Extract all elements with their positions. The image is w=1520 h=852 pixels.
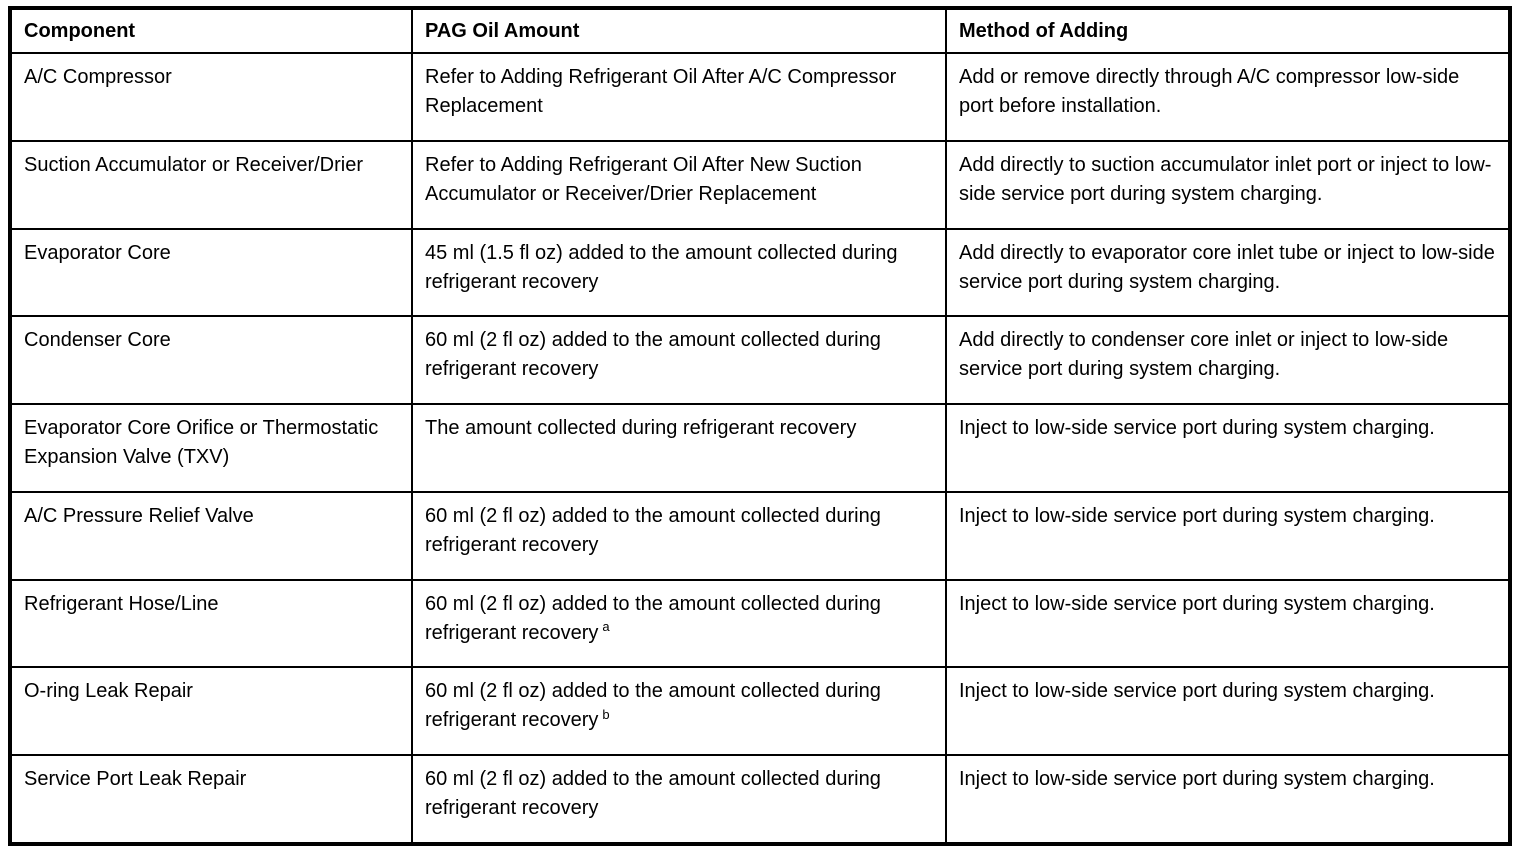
component-cell: Evaporator Core Orifice or Thermostatic Expansion Valve (TXV) (10, 404, 412, 492)
oil-amount-text: 60 ml (2 fl oz) added to the amount collected during refrigerant recovery (425, 329, 881, 381)
oil-amount-text: The amount collected during refrigerant recovery (425, 417, 857, 440)
oil-amount-text: 60 ml (2 fl oz) added to the amount collected during refrigerant recovery (425, 680, 881, 732)
oil-amount-cell (412, 229, 946, 317)
method-cell: Add directly to condenser core inlet or inject to low-side service port during system charging. (946, 316, 1510, 404)
table-row (10, 53, 1510, 141)
method-cell: Inject to low-side service port during system charging. (946, 755, 1510, 844)
column-header-pag-oil-amount: PAG Oil Amount (412, 8, 946, 53)
column-header-method-of-adding: Method of Adding (946, 8, 1510, 53)
method-cell: Inject to low-side service port during system charging. (946, 580, 1510, 668)
oil-amount-cell (412, 141, 946, 229)
component-cell: A/C Compressor (10, 53, 412, 141)
oil-amount-cell (412, 492, 946, 580)
component-cell: Refrigerant Hose/Line (10, 580, 412, 668)
oil-amount-cell (412, 316, 946, 404)
oil-amount-cell (412, 53, 946, 141)
method-cell: Add or remove directly through A/C compressor low-side port before installation. (946, 53, 1510, 141)
component-cell: Evaporator Core (10, 229, 412, 317)
oil-amount-text: Refer to Adding Refrigerant Oil After New Suction Accumulator or Receiver/Drier Replacement (425, 153, 862, 205)
component-cell: Condenser Core (10, 316, 412, 404)
method-cell: Add directly to evaporator core inlet tube or inject to low-side service port during system charging. (946, 229, 1510, 317)
table-row (10, 580, 1510, 668)
oil-amount-text: 60 ml (2 fl oz) added to the amount collected during refrigerant recovery (425, 592, 881, 644)
table-row (10, 755, 1510, 844)
pag-oil-table (8, 6, 1512, 846)
table-row (10, 404, 1510, 492)
oil-amount-cell (412, 580, 946, 668)
table-row (10, 229, 1510, 317)
column-header-component: Component (10, 8, 412, 53)
component-cell: O-ring Leak Repair (10, 667, 412, 755)
oil-amount-text: 45 ml (1.5 fl oz) added to the amount collected during refrigerant recovery (425, 241, 898, 293)
oil-amount-text: Refer to Adding Refrigerant Oil After A/C Compressor Replacement (425, 66, 897, 117)
component-cell: Service Port Leak Repair (10, 755, 412, 844)
footnote-marker: a (602, 618, 610, 634)
oil-amount-cell (412, 667, 946, 755)
method-cell: Inject to low-side service port during system charging. (946, 404, 1510, 492)
oil-amount-cell (412, 755, 946, 844)
table-row (10, 141, 1510, 229)
method-cell: Inject to low-side service port during system charging. (946, 667, 1510, 755)
component-cell: A/C Pressure Relief Valve (10, 492, 412, 580)
header-row (10, 8, 1510, 53)
method-cell: Inject to low-side service port during system charging. (946, 492, 1510, 580)
table-row (10, 316, 1510, 404)
table-row (10, 667, 1510, 755)
oil-amount-text: 60 ml (2 fl oz) added to the amount collected during refrigerant recovery (425, 504, 881, 556)
component-cell: Suction Accumulator or Receiver/Drier (10, 141, 412, 229)
method-cell: Add directly to suction accumulator inlet port or inject to low-side service port during system charging. (946, 141, 1510, 229)
footnote-marker: b (602, 706, 610, 722)
oil-amount-text: 60 ml (2 fl oz) added to the amount collected during refrigerant recovery (425, 768, 881, 820)
table-row (10, 492, 1510, 580)
oil-amount-cell (412, 404, 946, 492)
